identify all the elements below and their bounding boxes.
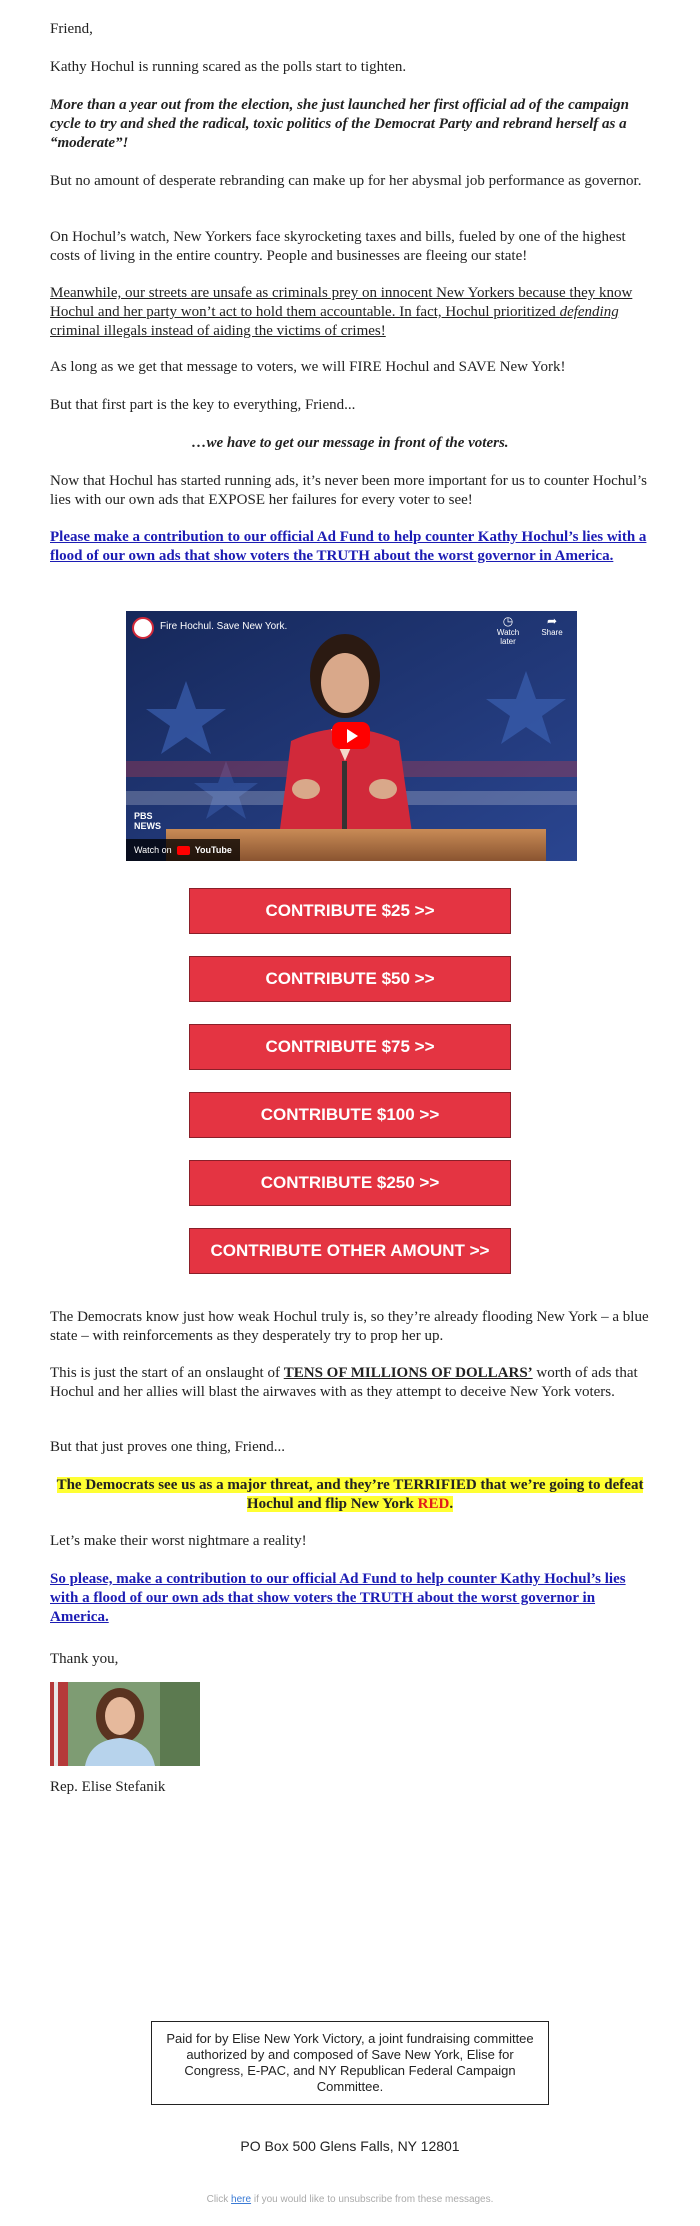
paragraph-4: On Hochul’s watch, New Yorkers face skyrocketing taxes and bills, fueled by one of the highest costs of living in the entire country. People and businesses are fleeing our state!: [50, 229, 626, 264]
ad-fund-link-1[interactable]: Please make a contribution to our official Ad Fund to help counter Kathy Hochul’s lies with a flood of our own ads that show voters the TRUTH about the worst governor in America.: [50, 529, 647, 564]
mailing-address: PO Box 500 Glens Falls, NY 12801: [240, 2138, 460, 2154]
paragraph-8: …we have to get our message in front of the voters.: [191, 435, 509, 451]
threat-text-main: The Democrats see us as a major threat, and they’re TERRIFIED that we’re going to defeat Hochul and flip New York: [56, 1477, 644, 1512]
paragraph-11-bold: TENS OF MILLIONS OF DOLLARS’: [283, 1365, 533, 1381]
unsubscribe-link[interactable]: here: [231, 2194, 252, 2205]
pbs-news-text: NEWS: [134, 821, 161, 831]
paid-for-text: Paid for by Elise New York Victory, a joint fundraising committee authorized by and composed of Save New York, Elise for Congress, E-PAC, and NY Republican Federal Campaign Committee.: [166, 2031, 534, 2094]
video-embed[interactable]: [126, 611, 577, 861]
ad-fund-link-2[interactable]: So please, make a contribution to our official Ad Fund to help counter Kathy Hochul’s lies with a flood of our own ads that show voters the TRUTH about the worst governor in America.: [50, 1571, 626, 1625]
contribute-50-button[interactable]: CONTRIBUTE $50 >>: [189, 956, 511, 1002]
share-label: Share: [541, 628, 563, 637]
pbs-news-logo: [134, 811, 161, 831]
paragraph-2: More than a year out from the election, she just launched her first official ad of the campaign cycle to try and shed the radical, toxic politics of the Democrat Party and rebrand herself as a “moderate”!: [50, 97, 629, 151]
signoff: Thank you,: [50, 1651, 119, 1667]
paragraph-5-part1: Meanwhile, our streets are unsafe as criminals prey on innocent New Yorkers because they know Hochul and her party won’t act to hold them accountable. In fact, Hochul prioritized: [50, 285, 633, 320]
video-title[interactable]: Fire Hochul. Save New York.: [160, 621, 288, 632]
channel-avatar-icon[interactable]: [132, 617, 154, 639]
youtube-label: YouTube: [194, 845, 232, 855]
pbs-text: PBS: [134, 811, 153, 821]
paragraph-11: [50, 1364, 650, 1402]
watch-on-youtube[interactable]: [126, 839, 240, 861]
unsub-post-text: if you would like to unsubscribe from these messages.: [251, 2194, 494, 2205]
paragraph-link-1: [50, 528, 650, 566]
paragraph-3: But no amount of desperate rebranding can make up for her abysmal job performance as governor.: [50, 173, 642, 189]
threat-text-end: .: [449, 1496, 454, 1512]
paragraph-13: [50, 1476, 650, 1514]
contribute-other-button[interactable]: CONTRIBUTE OTHER AMOUNT >>: [189, 1228, 511, 1274]
paragraph-link-2: [50, 1570, 650, 1627]
youtube-icon: [177, 846, 190, 855]
contribute-100-button[interactable]: CONTRIBUTE $100 >>: [189, 1092, 511, 1138]
watch-later-label: Watch later: [496, 628, 520, 646]
share-icon: ➦: [546, 614, 558, 628]
paragraph-10: The Democrats know just how weak Hochul truly is, so they’re already flooding New York – a blue state – with reinforcements as they desperately try to prop her up.: [50, 1309, 649, 1344]
play-button[interactable]: [332, 722, 370, 749]
paragraph-7: But that first part is the key to everything, Friend...: [50, 397, 356, 413]
contribute-250-button[interactable]: CONTRIBUTE $250 >>: [189, 1160, 511, 1206]
paragraph-9: Now that Hochul has started running ads, it’s never been more important for us to counter Hochul’s lies with our own ads that EXPOSE her failures for every voter to see!: [50, 473, 647, 508]
portrait-image: [50, 1682, 200, 1766]
threat-text-red: RED: [417, 1496, 450, 1512]
paragraph-11-part1: This is just the start of an onslaught of: [50, 1365, 284, 1381]
contribute-25-button[interactable]: CONTRIBUTE $25 >>: [189, 888, 511, 934]
unsub-pre-text: Click: [206, 2194, 232, 2205]
watch-on-label: Watch on: [134, 845, 172, 855]
paid-for-disclaimer: [151, 2021, 549, 2105]
paragraph-1: Kathy Hochul is running scared as the polls start to tighten.: [50, 59, 407, 75]
share-button[interactable]: [536, 615, 568, 637]
paragraph-6: As long as we get that message to voters, we will FIRE Hochul and SAVE New York!: [50, 359, 566, 375]
watch-later-button[interactable]: [488, 615, 528, 646]
paragraph-5-part2: criminal illegals instead of aiding the victims of crimes!: [50, 323, 386, 339]
paragraph-5: [50, 284, 650, 341]
contribute-75-button[interactable]: CONTRIBUTE $75 >>: [189, 1024, 511, 1070]
paragraph-11-part2: worth of ads that Hochul and her allies will blast the airwaves with as they attempt to deceive New York voters.: [50, 1365, 638, 1400]
clock-icon: ◷: [502, 614, 514, 628]
paragraph-14: Let’s make their worst nightmare a reality!: [50, 1533, 307, 1549]
greeting: Friend,: [50, 21, 93, 37]
paragraph-12: But that just proves one thing, Friend...: [50, 1439, 285, 1455]
unsubscribe-line: [50, 2194, 650, 2205]
signature-name: Rep. Elise Stefanik: [50, 1779, 166, 1795]
highlighted-threat-text: [57, 1477, 644, 1512]
signature-photo: [50, 1682, 200, 1766]
paragraph-5-italic: defending: [559, 304, 619, 320]
play-icon: [347, 729, 358, 743]
